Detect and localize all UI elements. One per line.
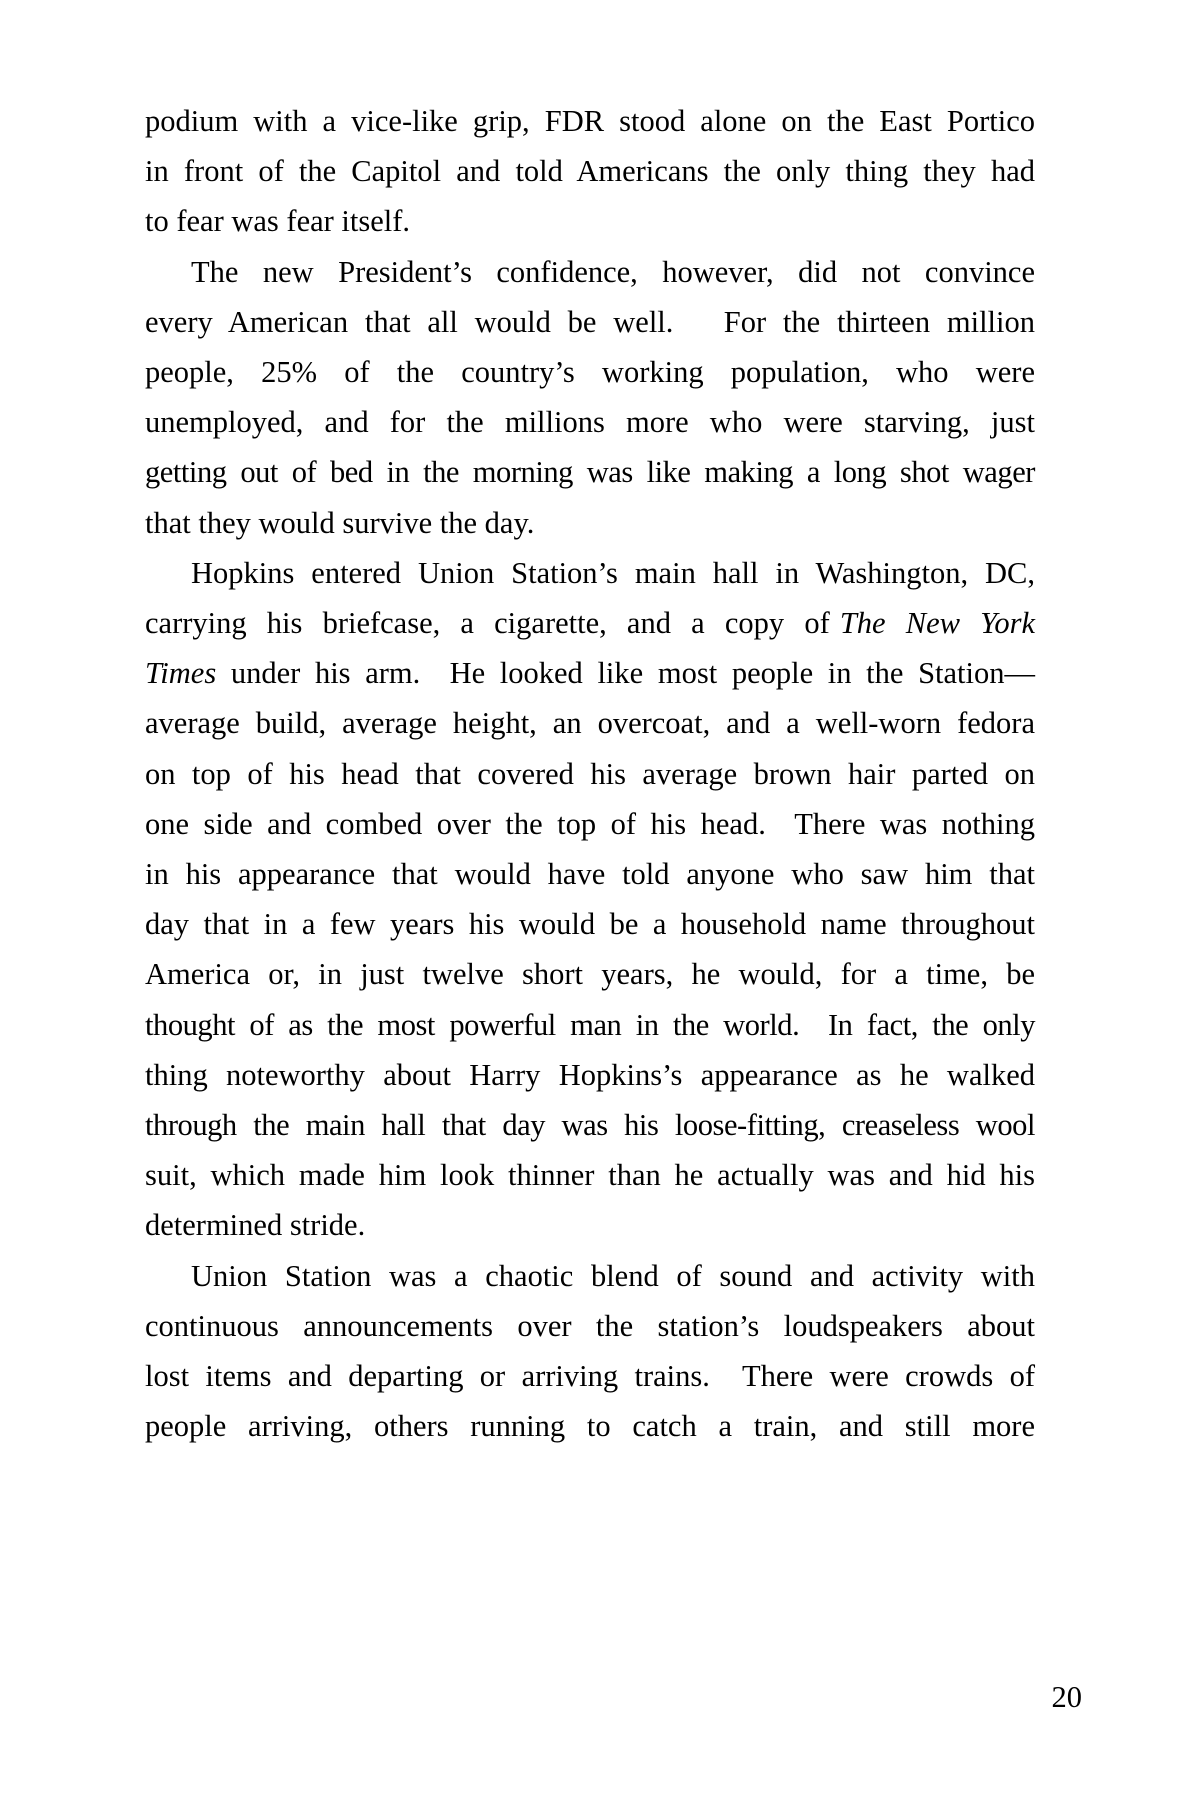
text-line: in front of the Capitol and told Americans the only thing they had	[145, 154, 1035, 189]
text-line: Union Station was a chaotic blend of sound and activity with	[191, 1258, 1035, 1293]
text-line: that they would survive the day.	[145, 505, 535, 540]
text-run: under his arm. He looked like most people in the Station—	[230, 656, 1036, 691]
text-line: people, 25% of the country’s working population, who were	[145, 355, 1035, 390]
text-line: America or, in just twelve short years, he would, for a time, be	[145, 957, 1035, 992]
text-line: through the main hall that day was his loose-fitting, creaseless wool	[145, 1108, 1035, 1143]
text-line: thought of as the most powerful man in the world. In fact, the only	[145, 1007, 1035, 1042]
text-line: determined stride.	[145, 1208, 366, 1243]
body-text-column	[145, 96, 1035, 1451]
text-line: getting out of bed in the morning was like making a long shot wager	[145, 455, 1035, 490]
paragraph-4	[145, 1251, 1035, 1452]
text-line: on top of his head that covered his average brown hair parted on	[145, 756, 1035, 791]
text-line: continuous announcements over the station’s loudspeakers about	[145, 1308, 1035, 1343]
paragraph-3	[145, 548, 1035, 1251]
text-line: Hopkins entered Union Station’s main hall in Washington, DC,	[191, 555, 1035, 590]
text-line: unemployed, and for the millions more who were starving, just	[145, 405, 1035, 440]
text-run: carrying his briefcase, a cigarette, and a copy of	[145, 606, 830, 641]
italic-publication-title: The New York	[839, 606, 1036, 641]
paragraph-2	[145, 247, 1035, 548]
text-line: one side and combed over the top of his head. There was nothing	[145, 806, 1035, 841]
text-line-with-italic-title	[145, 598, 1035, 648]
text-line: lost items and departing or arriving trains. There were crowds of	[145, 1359, 1035, 1394]
text-line: to fear was fear itself.	[145, 204, 411, 239]
text-line: average build, average height, an overcoat, and a well-worn fedora	[145, 706, 1035, 741]
text-line: podium with a vice-like grip, FDR stood alone on the East Portico	[145, 104, 1035, 138]
text-line-with-italic-title	[145, 648, 1035, 698]
text-line: in his appearance that would have told anyone who saw him that	[145, 857, 1035, 892]
text-line: The new President’s confidence, however, did not convince	[191, 254, 1035, 289]
text-line: thing noteworthy about Harry Hopkins’s appearance as he walked	[145, 1057, 1035, 1092]
text-line: people arriving, others running to catch a train, and still more	[145, 1409, 1035, 1444]
text-line: suit, which made him look thinner than he actually was and hid his	[145, 1158, 1035, 1193]
paragraph-1	[145, 96, 1035, 247]
text-line: every American that all would be well. For the thirteen million	[145, 304, 1035, 339]
page-number: 20	[1051, 1679, 1082, 1714]
italic-publication-title: Times	[145, 656, 217, 691]
text-line: day that in a few years his would be a household name throughout	[145, 907, 1035, 942]
